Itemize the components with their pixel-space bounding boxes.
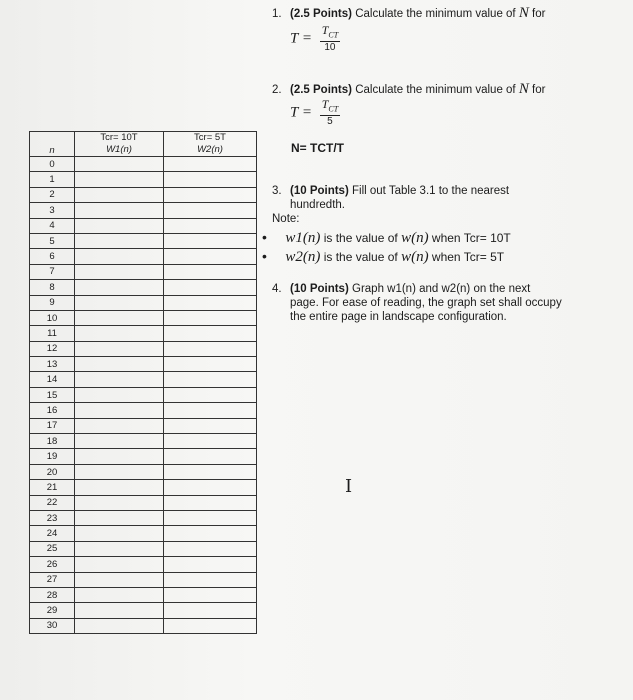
w1-cell[interactable] (75, 249, 164, 264)
row-n-cell: 0 (30, 157, 75, 172)
table-row (30, 403, 257, 418)
bullet-icon: • (262, 248, 267, 264)
table-row (30, 464, 257, 479)
q2-frac-bot: 5 (327, 116, 333, 128)
w2-cell[interactable] (164, 372, 257, 387)
w1-cell[interactable] (75, 203, 164, 218)
w1-cell[interactable] (75, 541, 164, 556)
w2-cell[interactable] (164, 557, 257, 572)
w2-cell[interactable] (164, 526, 257, 541)
w2-cell[interactable] (164, 449, 257, 464)
w2-cell[interactable] (164, 326, 257, 341)
w1-cell[interactable] (75, 372, 164, 387)
w2-cell[interactable] (164, 510, 257, 525)
w1-cell[interactable] (75, 280, 164, 295)
table-row (30, 341, 257, 356)
q4-text: Graph w1(n) and w2(n) on the next (352, 283, 531, 295)
q4-text3: the entire page in landscape configuration. (290, 311, 507, 323)
row-n-cell: 25 (30, 541, 75, 556)
note-b2-b: is the value of (323, 250, 398, 264)
q4-text2: page. For ease of reading, the graph set shall occupy (290, 297, 562, 309)
q2-answer: N= TCT/T (291, 141, 344, 155)
note-b2-a: w2(n) (285, 249, 321, 265)
w1-cell[interactable] (75, 603, 164, 618)
q2-var: N (518, 81, 529, 97)
table-row (30, 510, 257, 525)
row-n-cell: 18 (30, 434, 75, 449)
table-row (30, 310, 257, 325)
w1-cell[interactable] (75, 572, 164, 587)
w2-cell[interactable] (164, 403, 257, 418)
row-n-cell: 24 (30, 526, 75, 541)
q3-text: Fill out Table 3.1 to the nearest (352, 185, 510, 197)
w2-cell[interactable] (164, 572, 257, 587)
table-row (30, 233, 257, 248)
q3-points: (10 Points) (290, 185, 349, 197)
w2-cell[interactable] (164, 280, 257, 295)
row-n-cell: 1 (30, 172, 75, 187)
q1-var: N (518, 5, 529, 21)
table-row (30, 449, 257, 464)
q1-number: 1. (272, 8, 282, 20)
table-row (30, 218, 257, 233)
q4-number: 4. (272, 283, 282, 295)
q2-fraction (320, 98, 340, 128)
w1-cell[interactable] (75, 326, 164, 341)
w2-cell[interactable] (164, 618, 257, 633)
w1-cell[interactable] (75, 526, 164, 541)
row-n-cell: 28 (30, 587, 75, 602)
row-n-cell: 22 (30, 495, 75, 510)
q2-number: 2. (272, 84, 282, 96)
row-n-cell: 30 (30, 618, 75, 633)
q2-text: Calculate the minimum value of (355, 84, 516, 96)
w2-cell[interactable] (164, 464, 257, 479)
table-row (30, 587, 257, 602)
table-row (30, 618, 257, 633)
q3-text2: hundredth. (290, 199, 345, 211)
row-n-cell: 4 (30, 218, 75, 233)
note-b2-d: when Tcr= 5T (431, 250, 505, 264)
w2-cell[interactable] (164, 249, 257, 264)
col-n-header (30, 132, 75, 157)
row-n-cell: 14 (30, 372, 75, 387)
col-w1-top: Tcr= 10T (100, 132, 138, 143)
row-n-cell: 8 (30, 280, 75, 295)
w2-cell[interactable] (164, 480, 257, 495)
row-n-cell: 29 (30, 603, 75, 618)
row-n-cell: 7 (30, 264, 75, 279)
w2-cell[interactable] (164, 310, 257, 325)
row-n-cell: 21 (30, 480, 75, 495)
w2-cell[interactable] (164, 495, 257, 510)
table-row (30, 157, 257, 172)
w2-cell[interactable] (164, 233, 257, 248)
table-row (30, 418, 257, 433)
row-n-cell: 9 (30, 295, 75, 310)
note-b1-c: w(n) (401, 230, 429, 246)
note-b2-c: w(n) (401, 249, 429, 265)
note-b1-b: is the value of (323, 231, 398, 245)
table-row (30, 603, 257, 618)
note-b1-a: w1(n) (285, 230, 321, 246)
table-row (30, 495, 257, 510)
question-4 (272, 282, 617, 324)
col-n-label: n (49, 145, 55, 156)
table-row (30, 249, 257, 264)
row-n-cell: 20 (30, 464, 75, 479)
table-row (30, 280, 257, 295)
w2-cell[interactable] (164, 172, 257, 187)
col-w2-bot: W2(n) (197, 144, 223, 155)
w1-cell[interactable] (75, 495, 164, 510)
w1-cell[interactable] (75, 295, 164, 310)
note-b1-d: when Tcr= 10T (431, 231, 511, 245)
w1-cell[interactable] (75, 187, 164, 202)
w1-cell[interactable] (75, 418, 164, 433)
table-row (30, 387, 257, 402)
table-row (30, 172, 257, 187)
w1-cell[interactable] (75, 172, 164, 187)
row-n-cell: 12 (30, 341, 75, 356)
w2-cell[interactable] (164, 295, 257, 310)
row-n-cell: 13 (30, 357, 75, 372)
row-n-cell: 5 (30, 233, 75, 248)
table-row (30, 264, 257, 279)
row-n-cell: 3 (30, 203, 75, 218)
q2-equation (290, 98, 340, 128)
q2-eq-lhs: T = (290, 104, 312, 121)
w1-cell[interactable] (75, 387, 164, 402)
w2-cell[interactable] (164, 264, 257, 279)
row-n-cell: 23 (30, 510, 75, 525)
question-3 (272, 184, 617, 212)
table-3-1 (29, 131, 257, 634)
w1-cell[interactable] (75, 587, 164, 602)
q1-fraction (320, 24, 340, 54)
col-w1-bot: W1(n) (106, 144, 132, 155)
text-cursor-icon: I (345, 476, 353, 497)
w2-cell[interactable] (164, 541, 257, 556)
w1-cell[interactable] (75, 464, 164, 479)
w2-cell[interactable] (164, 203, 257, 218)
table-row (30, 434, 257, 449)
q2-points: (2.5 Points) (290, 84, 352, 96)
row-n-cell: 2 (30, 187, 75, 202)
w1-cell[interactable] (75, 557, 164, 572)
table-row (30, 295, 257, 310)
q1-frac-bot: 10 (324, 42, 336, 54)
table-row (30, 357, 257, 372)
note-label: Note: (272, 213, 300, 225)
w2-cell[interactable] (164, 603, 257, 618)
table-row (30, 326, 257, 341)
col-w2-header (164, 132, 257, 157)
w2-cell[interactable] (164, 387, 257, 402)
q4-points: (10 Points) (290, 283, 349, 295)
table-row (30, 203, 257, 218)
table-row (30, 557, 257, 572)
table-row (30, 187, 257, 202)
table-row (30, 541, 257, 556)
w1-cell[interactable] (75, 357, 164, 372)
q1-for: for (532, 8, 546, 20)
w2-cell[interactable] (164, 187, 257, 202)
w1-cell[interactable] (75, 218, 164, 233)
row-n-cell: 17 (30, 418, 75, 433)
w1-cell[interactable] (75, 618, 164, 633)
table-row (30, 372, 257, 387)
w2-cell[interactable] (164, 218, 257, 233)
q1-frac-sub: CT (328, 30, 339, 40)
w2-cell[interactable] (164, 587, 257, 602)
note-bullet-1 (262, 229, 511, 247)
table-row (30, 526, 257, 541)
row-n-cell: 16 (30, 403, 75, 418)
w1-cell[interactable] (75, 157, 164, 172)
row-n-cell: 26 (30, 557, 75, 572)
w1-cell[interactable] (75, 480, 164, 495)
col-w2-top: Tcr= 5T (194, 132, 226, 143)
w2-cell[interactable] (164, 357, 257, 372)
q1-eq-lhs: T = (290, 30, 312, 47)
w1-cell[interactable] (75, 403, 164, 418)
q2-for: for (532, 84, 546, 96)
q2-frac-sub: CT (328, 104, 339, 114)
row-n-cell: 10 (30, 310, 75, 325)
q1-points: (2.5 Points) (290, 8, 352, 20)
w2-cell[interactable] (164, 157, 257, 172)
q3-number: 3. (272, 185, 282, 197)
row-n-cell: 19 (30, 449, 75, 464)
row-n-cell: 6 (30, 249, 75, 264)
w1-cell[interactable] (75, 434, 164, 449)
row-n-cell: 15 (30, 387, 75, 402)
question-2 (272, 82, 617, 97)
question-1 (272, 6, 617, 21)
q1-equation (290, 24, 340, 54)
table-row (30, 480, 257, 495)
w2-cell[interactable] (164, 341, 257, 356)
w1-cell[interactable] (75, 310, 164, 325)
q1-frac-top: T (321, 23, 329, 37)
row-n-cell: 27 (30, 572, 75, 587)
table-row (30, 572, 257, 587)
q1-text: Calculate the minimum value of (355, 8, 516, 20)
row-n-cell: 11 (30, 326, 75, 341)
bullet-icon: • (262, 229, 267, 245)
w1-cell[interactable] (75, 449, 164, 464)
w1-cell[interactable] (75, 510, 164, 525)
w2-cell[interactable] (164, 434, 257, 449)
w1-cell[interactable] (75, 233, 164, 248)
w2-cell[interactable] (164, 418, 257, 433)
note-bullet-2 (262, 248, 504, 266)
w1-cell[interactable] (75, 341, 164, 356)
col-w1-header (75, 132, 164, 157)
q2-frac-top: T (321, 97, 329, 111)
w1-cell[interactable] (75, 264, 164, 279)
